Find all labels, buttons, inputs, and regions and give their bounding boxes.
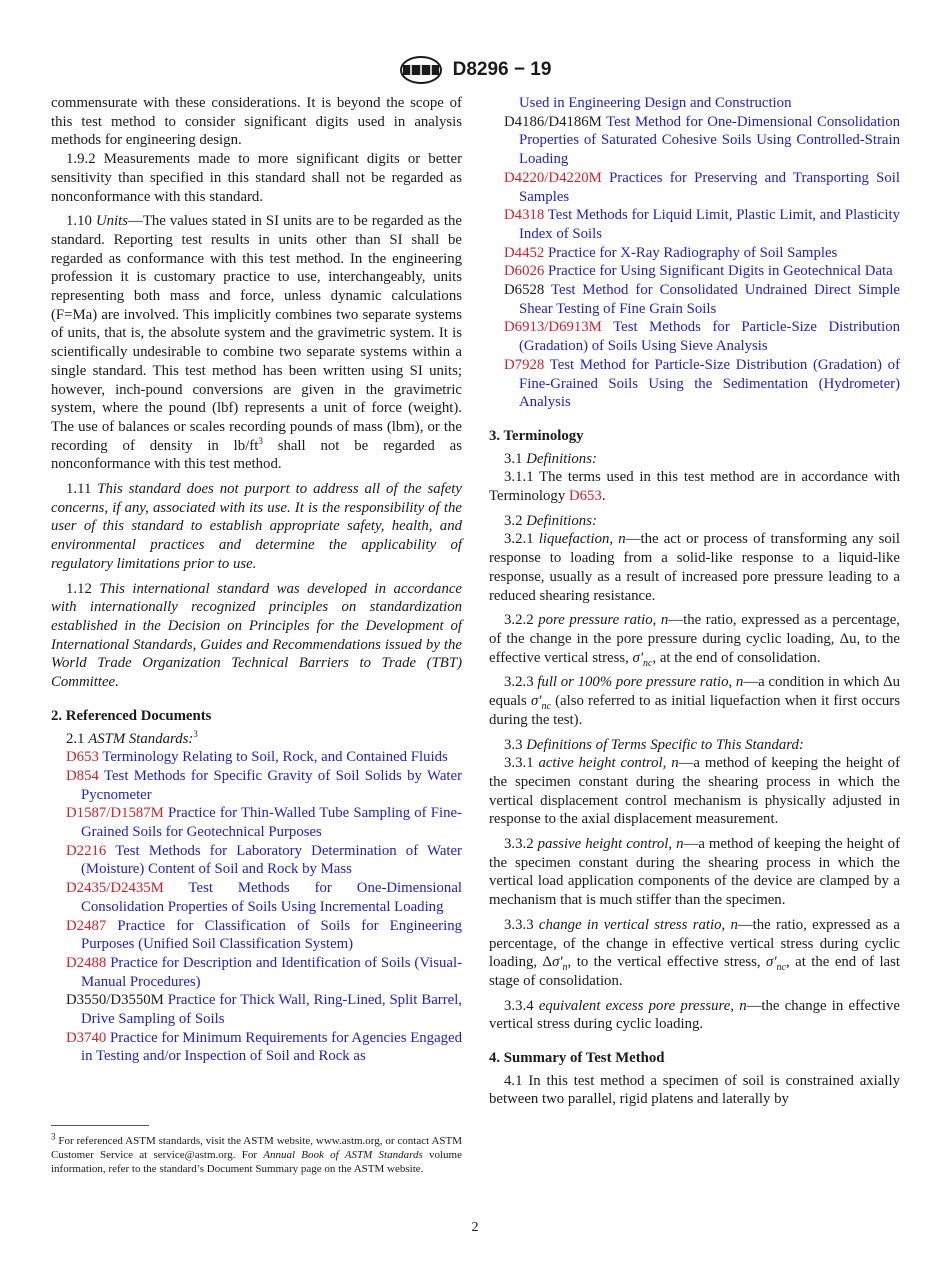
paragraph-1-9-2: 1.9.2 Measurements made to more significant digits or better sensitivity than specified in this standard shall not be regarded as nonconformance with this standard.: [51, 151, 462, 205]
reference-link[interactable]: D653: [568, 488, 602, 505]
document-id: D8296 − 19: [452, 59, 552, 80]
paragraph-1-12: 1.12 This international standard was developed in accordance with internationally recognized principles on standardization established in the Decision on Principles for the Development of International Standards, Guides and Recommendations issued by the World Trade Organization Technical Barriers to Trade (TBT) Committee.: [51, 580, 462, 691]
reference-item[interactable]: D2435/D2435M Test Methods for One-Dimensional Consolidation Properties of Soils Using Incremental Loading: [66, 880, 462, 915]
section-heading-4: 4. Summary of Test Method: [489, 1050, 665, 1067]
page-header: [0, 55, 950, 85]
reference-item[interactable]: D2216 Test Methods for Laboratory Determination of Water (Moisture) Content of Soil and Rock by Mass: [66, 842, 462, 878]
paragraph-3-3-1: 3.3.1 active height control, n—a method of keeping the height of the specimen constant during the shearing process in which the vertical displacement control mechanism is physically adjusted in response to the axial displacement measurement.: [489, 755, 901, 828]
paragraph-3-3-4: 3.3.4 equivalent excess pore pressure, n—the change in effective vertical stress during cyclic loading.: [489, 997, 900, 1033]
section-heading-2: 2. Referenced Documents: [51, 707, 212, 724]
paragraph-3-2: 3.2 Definitions:: [504, 512, 597, 529]
paragraph-continuation: commensurate with these considerations. It is beyond the scope of this test method to consider significant digits used in analysis methods for engineering design.: [51, 95, 462, 149]
paragraph-3-3: 3.3 Definitions of Terms Specific to This Standard:: [504, 736, 804, 753]
paragraph-1-11: 1.11 This standard does not purport to address all of the safety concerns, if any, associated with its use. It is the responsibility of the user of this standard to establish appropriate safety, health, and environmental practices and determine the applicability of regulatory limitations prior to use.: [51, 481, 462, 572]
page-number: 2: [471, 1220, 479, 1235]
paragraph-1-10: 1.10 Units—The values stated in SI units are to be regarded as the standard. Reporting test results in units other than SI shall be regarded as conformance with this test method. In the engineering profession it is customary practice to use, interchangeably, units representing both mass and force, unless dynamic calculations (F=Ma) are involved. This implicitly combines two separate systems of units, that is, the absolute system and the gravimetric system. It is scientifically undesirable to combine two separate systems within a single standard. This test method has been written using SI units; however, inch-pound conversions are given in the gravimetric system, where the pound (lbf) represents a unit of force (weight). The use of balances or scales recording pounds of mass (lbm), or the recording of density in $lb/ft^3$ shall not be regarded as nonconformance with this test method.: [51, 213, 462, 473]
paragraph-3-2-2: 3.2.2 pore pressure ratio, n—the ratio, expressed as a percentage, of the change in the pore pressure during cyclic loading, Δu, to the effective vertical stress, $\sigma'_{nc}$, at the end of consolidation.: [489, 612, 900, 669]
reference-item[interactable]: D6026 Practice for Using Significant Digits in Geotechnical Data: [504, 263, 893, 280]
reference-item[interactable]: D3550/D3550M Practice for Thick Wall, Ring-Lined, Split Barrel, Drive Sampling of Soils: [66, 992, 463, 1028]
left-column: [51, 94, 462, 1066]
reference-item[interactable]: D6913/D6913M Test Methods for Particle-Size Distribution (Gradation) of Soils Using Sieve Analysis: [504, 319, 901, 355]
paragraph-3-3-2: 3.3.2 passive height control, n—a method of keeping the height of the specimen constant during the shearing process in which the vertical load application components of the device are clamped by a mechanism that is much stiffer than the specimen.: [489, 836, 901, 909]
reference-item[interactable]: D2488 Practice for Description and Identification of Soils (Visual-Manual Procedures): [66, 954, 463, 990]
footnote-divider: [51, 1125, 149, 1126]
reference-item[interactable]: D7928 Test Method for Particle-Size Distribution (Gradation) of Fine-Grained Soils Using the Sedimentation (Hydrometer) Analysis: [504, 356, 900, 411]
section-heading-3: 3. Terminology: [489, 427, 584, 444]
reference-item[interactable]: D4452 Practice for X-Ray Radiography of Soil Samples: [504, 244, 838, 261]
footnote: $^3$ For referenced ASTM standards, visit the ASTM website, www.astm.org, or contact ASTM Customer Service at service@astm.org. For Annual Book of ASTM Standards volume information, refer to the standard’s Document Summary page on the ASTM website.: [51, 1131, 462, 1175]
reference-item[interactable]: D3740 Practice for Minimum Requirements for Agencies Engaged in Testing and/or Inspection of Soil and Rock as: [66, 1029, 462, 1065]
right-column: [489, 94, 900, 1109]
paragraph-3-1: 3.1 Definitions:: [504, 450, 597, 467]
reference-item[interactable]: D4220/D4220M Practices for Preserving and Transporting Soil Samples: [504, 169, 900, 205]
reference-item[interactable]: D2487 Practice for Classification of Soils for Engineering Purposes (Unified Soil Classification System): [66, 917, 462, 953]
astm-logo-icon: [399, 55, 443, 85]
paragraph-3-2-1: 3.2.1 liquefaction, n—the act or process of transforming any soil response to loading from a solid-like response to a liquid-like response, usually as a result of increased pore pressure leading to a reduced shearing resistance.: [489, 531, 901, 604]
paragraph-3-3-3: 3.3.3 change in vertical stress ratio, n—the ratio, expressed as a percentage, of the change in effective vertical stress during cyclic loading, $\Delta\sigma'_n$, to the vertical effective stress, $\sigma'_{nc}$, at the end of last stage of consolidation.: [489, 916, 900, 989]
paragraph-4-1: 4.1 In this test method a specimen of soil is constrained axially between two parallel, rigid platens and laterally by: [489, 1072, 900, 1108]
reference-item[interactable]: D4318 Test Methods for Liquid Limit, Plastic Limit, and Plasticity Index of Soils: [504, 207, 900, 242]
reference-continuation[interactable]: Used in Engineering Design and Construction: [519, 95, 792, 111]
reference-item[interactable]: D6528 Test Method for Consolidated Undrained Direct Simple Shear Testing of Fine Grain Soils: [504, 282, 900, 317]
paragraph-3-2-3: 3.2.3 full or 100% pore pressure ratio, n—a condition in which Δu equals $\sigma'_{nc}$ (also referred to as initial liquefaction when it first occurs during the test).: [489, 674, 901, 728]
reference-item[interactable]: D854 Test Methods for Specific Gravity of Soil Solids by Water Pycnometer: [66, 767, 463, 803]
reference-item[interactable]: D4186/D4186M Test Method for One-Dimensional Consolidation Properties of Saturated Cohesive Soils Using Controlled-Strain Loading: [504, 113, 900, 168]
paragraph-3-1-1: 3.1.1 The terms used in this test method are in accordance with Terminology D653.: [489, 469, 900, 505]
reference-item[interactable]: D653 Terminology Relating to Soil, Rock, and Contained Fluids: [66, 749, 448, 766]
reference-item[interactable]: D1587/D1587M Practice for Thin-Walled Tube Sampling of Fine-Grained Soils for Geotechnical Purposes: [66, 805, 463, 841]
paragraph-2-1: 2.1 ASTM Standards:$^3$: [66, 728, 198, 747]
